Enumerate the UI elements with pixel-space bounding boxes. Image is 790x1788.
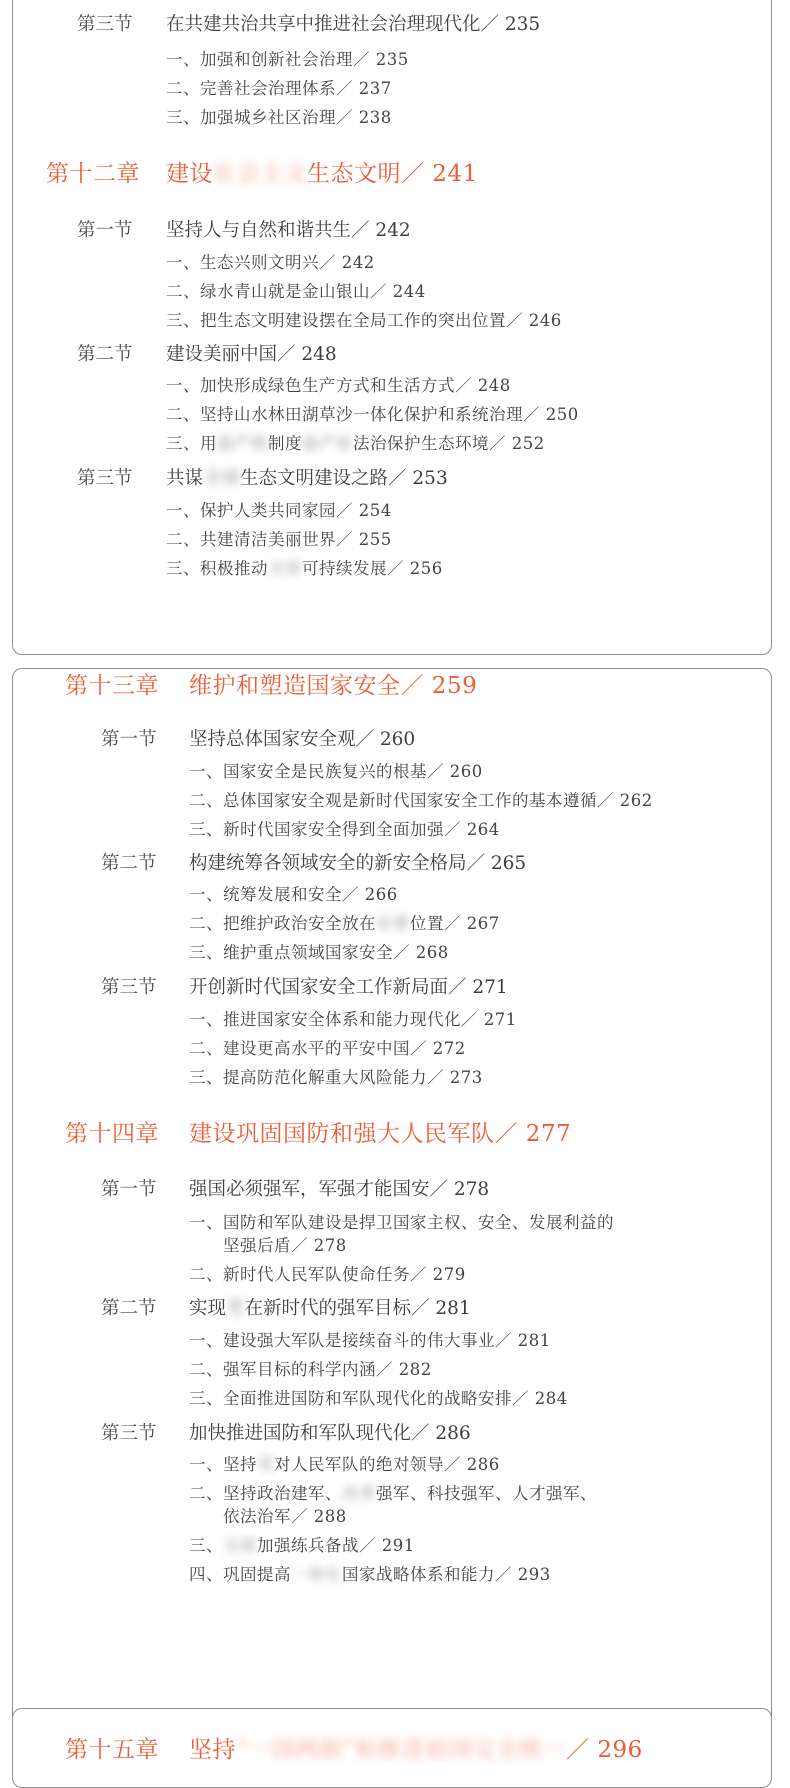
toc-item[interactable]: 三、全面推进国防和军队现代化的战略安排／ 284 xyxy=(189,1389,568,1408)
redacted-text: “一国两制”和推进祖国完全统一 xyxy=(236,1737,567,1763)
redacted-text: 一体化 xyxy=(291,1565,342,1584)
toc-item[interactable]: 三、把生态文明建设摆在全局工作的突出位置／ 246 xyxy=(166,311,562,330)
section-label: 第二节 xyxy=(101,853,157,874)
toc-item[interactable]: 一、建设强大军队是接续奋斗的伟大事业／ 281 xyxy=(189,1331,551,1350)
item-text: 加强练兵备战／ 291 xyxy=(257,1536,415,1555)
toc-item[interactable] xyxy=(166,555,443,579)
toc-item[interactable] xyxy=(189,910,500,934)
toc-item[interactable] xyxy=(189,1451,500,1475)
toc-item-continuation[interactable]: 坚强后盾／ 278 xyxy=(223,1236,347,1255)
item-text: 一、坚持 xyxy=(189,1455,257,1474)
redacted-text: 全球 xyxy=(268,559,302,578)
item-text: 制度 xyxy=(268,434,302,453)
item-text: 强军、科技强军、人才强军、 xyxy=(376,1484,597,1503)
toc-item-continuation[interactable]: 依法治军／ 288 xyxy=(223,1507,347,1526)
item-text: 二、把维护政治安全放在 xyxy=(189,914,376,933)
section-label: 第一节 xyxy=(101,729,157,750)
redacted-text: 社会主义 xyxy=(213,161,307,187)
item-text: 对人民军队的绝对领导／ 286 xyxy=(274,1455,500,1474)
item-text: 二、坚持政治建军、 xyxy=(189,1484,342,1503)
toc-item[interactable]: 三、加强城乡社区治理／ 238 xyxy=(166,108,392,127)
toc-item[interactable]: 二、强军目标的科学内涵／ 282 xyxy=(189,1360,432,1379)
section-title[interactable]: 坚持总体国家安全观／ 260 xyxy=(189,729,416,750)
title-text: 共谋 xyxy=(166,468,204,489)
chapter-title-part: ／ 296 xyxy=(566,1737,643,1763)
section-title[interactable]: 加快推进国防和军队现代化／ 286 xyxy=(189,1423,471,1444)
toc-item[interactable]: 二、总体国家安全观是新时代国家安全工作的基本遵循／ 262 xyxy=(189,791,653,810)
section-label: 第三节 xyxy=(101,1423,157,1444)
toc-item[interactable]: 二、完善社会治理体系／ 237 xyxy=(166,79,392,98)
toc-item[interactable]: 三、维护重点领域国家安全／ 268 xyxy=(189,943,449,962)
toc-item[interactable] xyxy=(189,1532,415,1556)
toc-item[interactable]: 一、保护人类共同家园／ 254 xyxy=(166,501,392,520)
item-text: 三、 xyxy=(189,1536,223,1555)
title-text: 生态文明建设之路／ 253 xyxy=(240,468,448,489)
section-title[interactable]: 开创新时代国家安全工作新局面／ 271 xyxy=(189,977,508,998)
redacted-text: 全面 xyxy=(223,1536,257,1555)
redacted-text: 党 xyxy=(257,1455,274,1474)
section-title[interactable]: 坚持人与自然和谐共生／ 242 xyxy=(166,220,411,241)
item-text: 四、巩固提高 xyxy=(189,1565,291,1584)
toc-item[interactable]: 三、新时代国家安全得到全面加强／ 264 xyxy=(189,820,500,839)
chapter-title[interactable]: 维护和塑造国家安全／ 259 xyxy=(189,673,478,699)
item-text: 位置／ 267 xyxy=(410,914,500,933)
item-text: 三、用 xyxy=(166,434,217,453)
section-label: 第三节 xyxy=(77,468,133,489)
chapter-title-part: 生态文明／ 241 xyxy=(307,161,478,187)
redacted-text: 最严密 xyxy=(302,434,353,453)
title-text: 在新时代的强军目标／ 281 xyxy=(244,1298,471,1319)
toc-item[interactable]: 一、加快形成绿色生产方式和生活方式／ 248 xyxy=(166,376,511,395)
toc-item[interactable]: 一、国家安全是民族复兴的根基／ 260 xyxy=(189,762,483,781)
toc-item[interactable]: 二、绿水青山就是金山银山／ 244 xyxy=(166,282,426,301)
chapter-title-part: 建设 xyxy=(166,161,213,187)
toc-item[interactable]: 二、新时代人民军队使命任务／ 279 xyxy=(189,1265,466,1284)
toc-item[interactable]: 一、生态兴则文明兴／ 242 xyxy=(166,253,375,272)
chapter-label: 第十二章 xyxy=(46,161,140,187)
section-title[interactable] xyxy=(166,464,448,490)
toc-item[interactable] xyxy=(166,430,545,454)
chapter-label: 第十三章 xyxy=(65,673,159,699)
section-label: 第三节 xyxy=(101,977,157,998)
section-title[interactable]: 强国必须强军，军强才能国安／ 278 xyxy=(189,1179,490,1200)
chapter-title[interactable] xyxy=(166,155,478,188)
toc-item[interactable]: 二、共建清洁美丽世界／ 255 xyxy=(166,530,392,549)
toc-item[interactable]: 一、推进国家安全体系和能力现代化／ 271 xyxy=(189,1010,517,1029)
section-label: 第三节 xyxy=(77,14,133,35)
toc-item[interactable]: 一、加强和创新社会治理／ 235 xyxy=(166,50,409,69)
section-title[interactable]: 建设美丽中国／ 248 xyxy=(166,344,337,365)
toc-panel-2 xyxy=(12,668,772,1743)
section-label: 第一节 xyxy=(77,220,133,241)
toc-panel-3 xyxy=(12,1708,772,1788)
toc-item[interactable]: 二、建设更高水平的平安中国／ 272 xyxy=(189,1039,466,1058)
item-text: 法治保护生态环境／ 252 xyxy=(353,434,545,453)
toc-item[interactable] xyxy=(189,1480,597,1504)
chapter-title-part: 坚持 xyxy=(189,1737,236,1763)
toc-item[interactable]: 三、提高防范化解重大风险能力／ 273 xyxy=(189,1068,483,1087)
toc-panel-1 xyxy=(12,0,772,655)
redacted-text: 最严格 xyxy=(217,434,268,453)
section-label: 第二节 xyxy=(101,1298,157,1319)
chapter-label: 第十五章 xyxy=(65,1737,159,1763)
section-title[interactable]: 构建统筹各领域安全的新安全格局／ 265 xyxy=(189,853,527,874)
section-title[interactable]: 在共建共治共享中推进社会治理现代化／ 235 xyxy=(166,14,541,35)
toc-item[interactable]: 二、坚持山水林田湖草沙一体化保护和系统治理／ 250 xyxy=(166,405,579,424)
item-text: 国家战略体系和能力／ 293 xyxy=(342,1565,551,1584)
section-label: 第二节 xyxy=(77,344,133,365)
chapter-title[interactable]: 建设巩固国防和强大人民军队／ 277 xyxy=(189,1121,572,1147)
toc-item[interactable] xyxy=(189,1561,551,1585)
chapter-title[interactable] xyxy=(189,1731,643,1764)
item-text: 三、积极推动 xyxy=(166,559,268,578)
redacted-text: 全球 xyxy=(203,468,241,489)
redacted-text: 首要 xyxy=(376,914,410,933)
title-text: 实现 xyxy=(189,1298,227,1319)
toc-item[interactable]: 一、国防和军队建设是捍卫国家主权、安全、发展利益的 xyxy=(189,1213,614,1232)
redacted-text: 改革 xyxy=(342,1484,376,1503)
section-title[interactable] xyxy=(189,1294,471,1320)
section-label: 第一节 xyxy=(101,1179,157,1200)
redacted-text: 党 xyxy=(226,1298,245,1319)
toc-item[interactable]: 一、统筹发展和安全／ 266 xyxy=(189,885,398,904)
item-text: 可持续发展／ 256 xyxy=(302,559,443,578)
chapter-label: 第十四章 xyxy=(65,1121,159,1147)
